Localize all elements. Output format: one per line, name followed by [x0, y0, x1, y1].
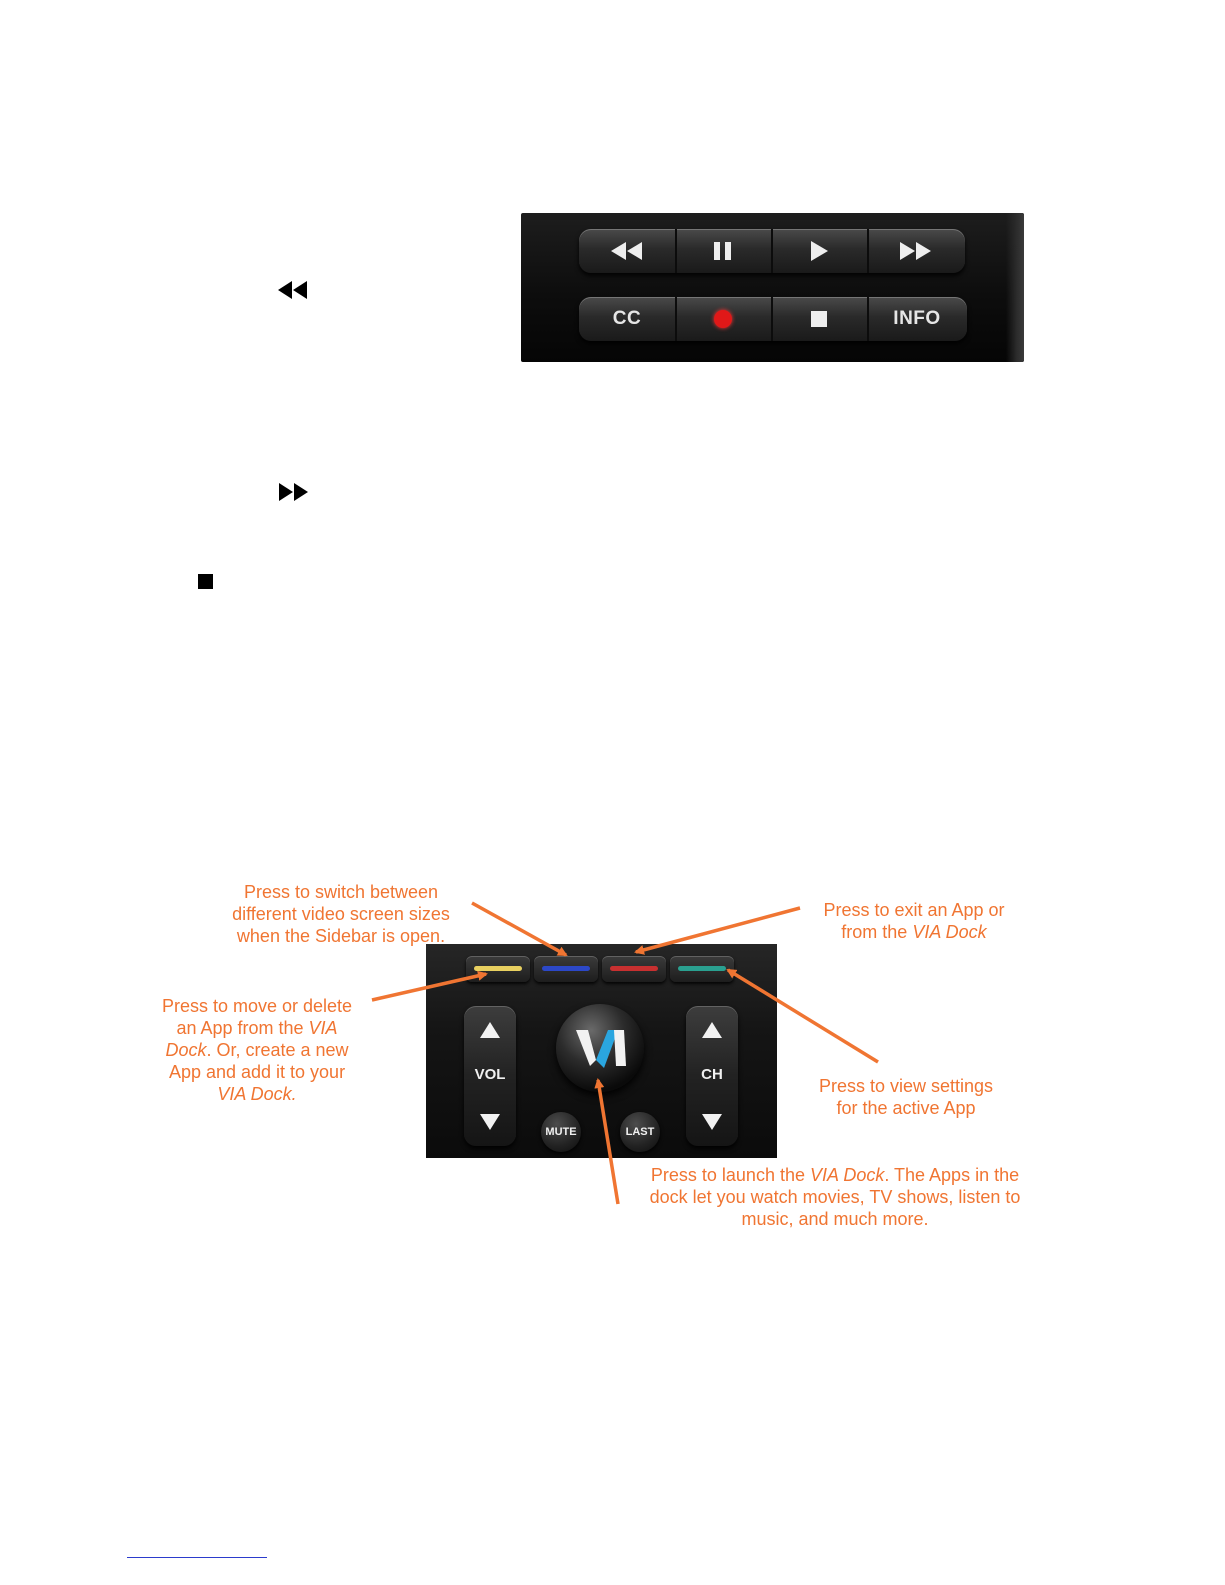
- callout-line: Press to move or delete: [161, 996, 353, 1016]
- callout-line: Press to switch between: [243, 882, 439, 902]
- callout-line: when the Sidebar is open.: [236, 926, 446, 946]
- arrow-settings: [728, 970, 878, 1062]
- callout-italic: VIA Dock: [912, 922, 987, 942]
- callout-text: Press to launch the: [650, 1165, 810, 1185]
- callout-text: . Or, create a new: [206, 1040, 349, 1060]
- footnote-rule: [127, 1557, 267, 1558]
- callout-line: Press to exit an App or: [823, 900, 1005, 920]
- callout-text: from the: [841, 922, 913, 942]
- callout-text: . The Apps in the: [884, 1165, 1020, 1185]
- callout-line: different video screen sizes: [232, 904, 450, 924]
- callout-italic: VIA Dock.: [217, 1084, 297, 1104]
- info-label: INFO: [893, 308, 941, 329]
- callout-line: Press to view settings: [818, 1076, 994, 1096]
- callout-line: for the active App: [836, 1098, 976, 1118]
- mute-label: MUTE: [545, 1126, 577, 1138]
- callout-line: dock let you watch movies, TV shows, listen to: [649, 1187, 1021, 1207]
- callout-line: App and add it to your: [168, 1062, 346, 1082]
- callout-italic: Dock: [165, 1040, 207, 1060]
- arrow-launch-dock: [598, 1080, 618, 1204]
- last-label: LAST: [625, 1126, 655, 1138]
- callout-italic: VIA: [308, 1018, 338, 1038]
- callout-text: an App from the: [176, 1018, 309, 1038]
- callout-line: music, and much more.: [741, 1209, 929, 1229]
- vol-label: VOL: [474, 1066, 506, 1083]
- cc-label: CC: [612, 308, 642, 329]
- arrow-exit-app: [636, 908, 800, 952]
- arrow-move-app: [372, 974, 486, 1000]
- arrow-screen-sizes: [472, 903, 566, 955]
- callout-italic: VIA Dock: [809, 1165, 885, 1185]
- ch-label: CH: [701, 1066, 723, 1083]
